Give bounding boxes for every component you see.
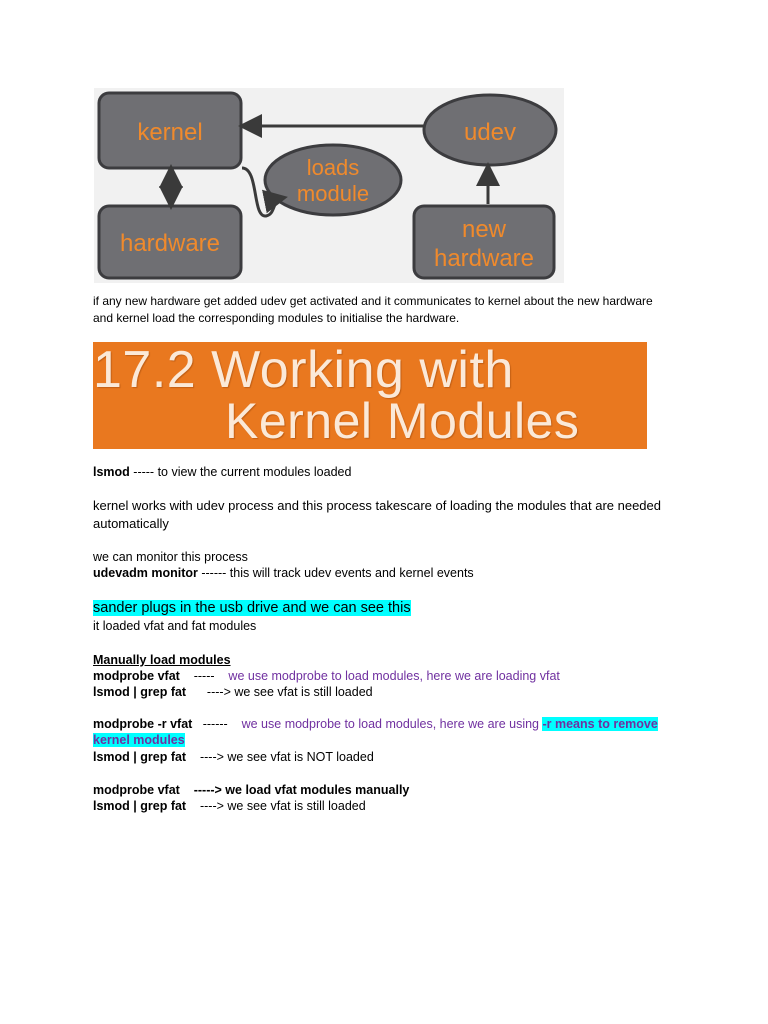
modprobe-load-command: modprobe vfat bbox=[93, 669, 180, 683]
hardware-label: hardware bbox=[119, 230, 221, 257]
grep-command-3: lsmod | grep fat bbox=[93, 799, 187, 813]
grep-line-2 bbox=[93, 749, 374, 765]
modprobe-manual-description: -----> we load vfat modules manually bbox=[179, 783, 410, 797]
lsmod-command: lsmod bbox=[93, 465, 130, 479]
banner-line-2: Kernel Modules bbox=[225, 393, 580, 449]
loads-label-1: loads bbox=[306, 155, 360, 180]
new-hardware-label-2: hardware bbox=[433, 245, 535, 272]
modprobe-manual-line bbox=[93, 782, 409, 798]
modprobe-load-line bbox=[93, 668, 560, 684]
grep-command-1: lsmod | grep fat bbox=[93, 685, 187, 699]
udev-label: udev bbox=[463, 119, 517, 146]
kernel-udev-note: kernel works with udev process and this process takescare of loading the modules that are needed automatically bbox=[93, 498, 661, 531]
grep-description-1: ----> we see vfat is still loaded bbox=[186, 685, 373, 699]
grep-command-2: lsmod | grep fat bbox=[93, 750, 187, 764]
monitor-intro: we can monitor this process bbox=[93, 550, 248, 564]
section-banner bbox=[93, 342, 647, 449]
udev-kernel-diagram bbox=[94, 88, 564, 283]
modprobe-manual-command: modprobe vfat bbox=[93, 783, 180, 797]
grep-description-2: ----> we see vfat is NOT loaded bbox=[186, 750, 374, 764]
diagram-caption: if any new hardware get added udev get activated and it communicates to kernel about the new hardware and kernel load the corresponding modules to initialise the hardware. bbox=[93, 294, 653, 325]
lsmod-line bbox=[93, 464, 351, 480]
grep-description-3: ----> we see vfat is still loaded bbox=[186, 799, 366, 813]
grep-line-1 bbox=[93, 684, 373, 700]
modprobe-remove-command: modprobe -r vfat bbox=[93, 717, 193, 731]
udevadm-description: ------ this will track udev events and kernel events bbox=[197, 566, 474, 580]
manually-heading: Manually load modules bbox=[93, 653, 231, 667]
loads-label-2: module bbox=[296, 181, 370, 206]
lsmod-description: ----- to view the current modules loaded bbox=[129, 465, 352, 479]
banner-line-1: 17.2 Working with bbox=[93, 342, 514, 399]
modprobe-remove-note: we use modprobe to load modules, here we are using bbox=[241, 717, 543, 731]
remove-flag-highlight: -r means to remove bbox=[542, 717, 658, 731]
udevadm-command: udevadm monitor bbox=[93, 566, 198, 580]
modprobe-load-note: we use modprobe to load modules, here we are loading vfat bbox=[228, 669, 560, 683]
modprobe-remove-line bbox=[93, 716, 658, 732]
grep-line-3 bbox=[93, 798, 366, 814]
sander-highlight: sander plugs in the usb drive and we can see this bbox=[93, 600, 411, 616]
udevadm-line bbox=[93, 565, 474, 581]
modprobe-remove-dash: ------ bbox=[192, 717, 242, 731]
new-hardware-label-1: new bbox=[461, 216, 507, 243]
remove-flag-highlight-2: kernel modules bbox=[93, 733, 185, 747]
sander-highlight-line bbox=[93, 599, 411, 617]
loaded-vfat-line: it loaded vfat and fat modules bbox=[93, 619, 257, 633]
kernel-label: kernel bbox=[137, 119, 203, 146]
modprobe-load-dash: ----- bbox=[179, 669, 229, 683]
modprobe-remove-line-2 bbox=[93, 732, 185, 748]
